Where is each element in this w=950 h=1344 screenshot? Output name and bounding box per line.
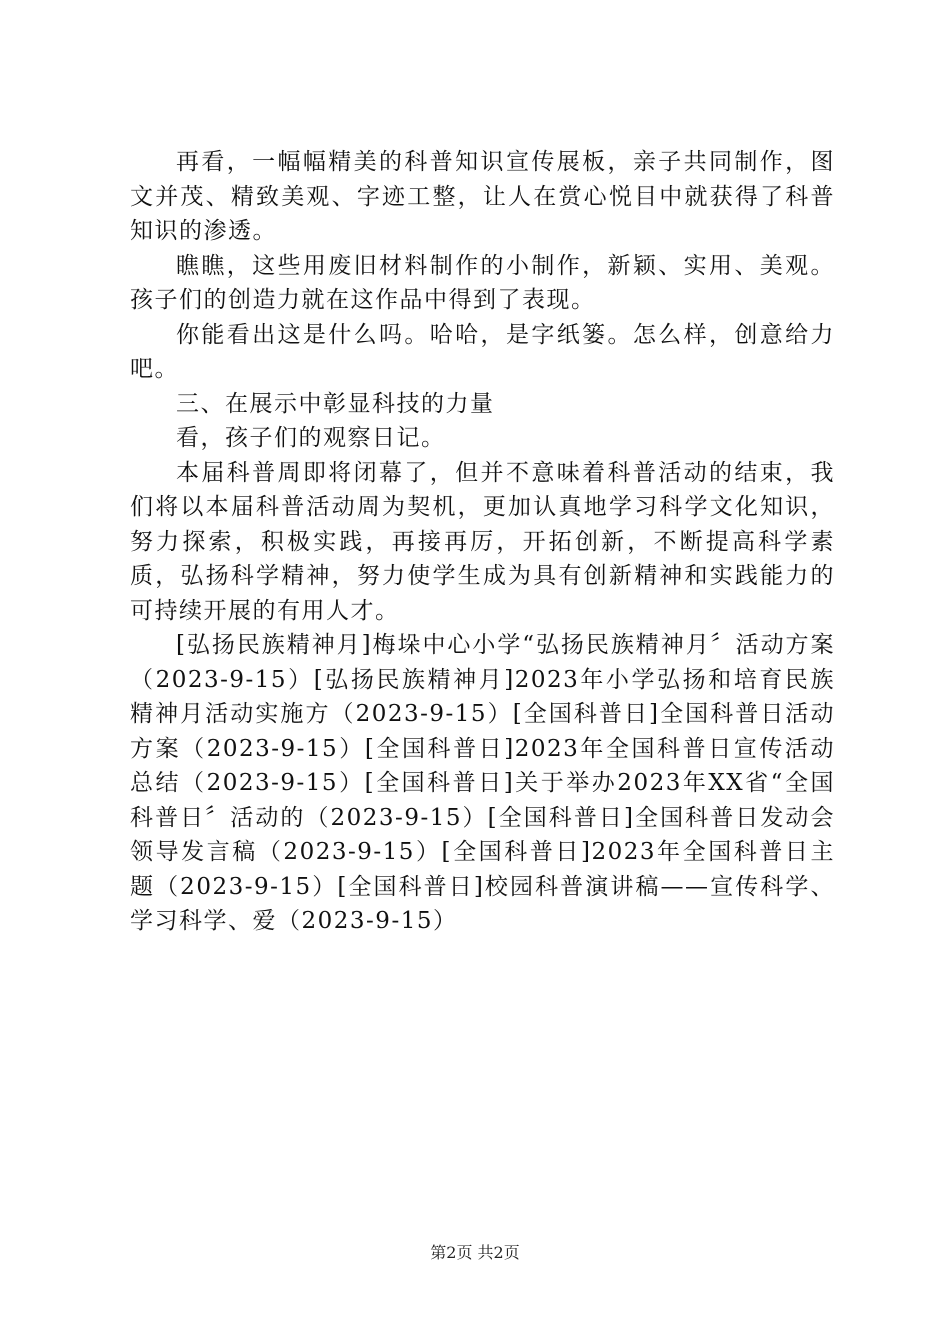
paragraph-6: 本届科普周即将闭幕了，但并不意味着科普活动的结束，我们将以本届科普活动周为契机，更加认真地学习科学文化知识，努力探索，积极实践，再接再厉，开拓创新，不断提高科学素质，弘扬科学精神，努力使学生成为具有创新精神和实践能力的可持续开展的有用人才。 <box>130 459 835 624</box>
section-heading: 三、在展示中彰显科技的力量 <box>176 390 495 417</box>
page-footer: 第2页 共2页 <box>430 1243 520 1262</box>
document-body <box>130 145 835 939</box>
paragraph-3: 你能看出这是什么吗。哈哈，是字纸篓。怎么样，创意给力吧。 <box>130 321 835 382</box>
related-links-paragraph: [弘扬民族精神月]梅垛中心小学“弘扬民族精神月〞活动方案（2023-9-15）[弘扬民族精神月]2023年小学弘扬和培育民族精神月活动实施方（2023-9-15）[全国科普日]全国科普日活动方案（2023-9-15）[全国科普日]2023年全国科普日宣传活动总结（2023-9-15）[全国科普日]关于举办2023年XX省“全国科普日〞活动的（2023-9-15）[全国科普日]全国科普日发动会领导发言稿（2023-9-15）[全国科普日]2023年全国科普日主题（2023-9-15）[全国科普日]校园科普演讲稿——宣传科学、学习科学、爱（2023-9-15） <box>130 632 835 934</box>
paragraph-2: 瞧瞧，这些用废旧材料制作的小制作，新颖、实用、美观。孩子们的创造力就在这作品中得到了表现。 <box>130 252 835 313</box>
paragraph-1: 再看，一幅幅精美的科普知识宣传展板，亲子共同制作，图文并茂、精致美观、字迹工整，让人在赏心悦目中就获得了科普知识的渗透。 <box>130 149 835 244</box>
paragraph-5: 看，孩子们的观察日记。 <box>176 425 446 451</box>
